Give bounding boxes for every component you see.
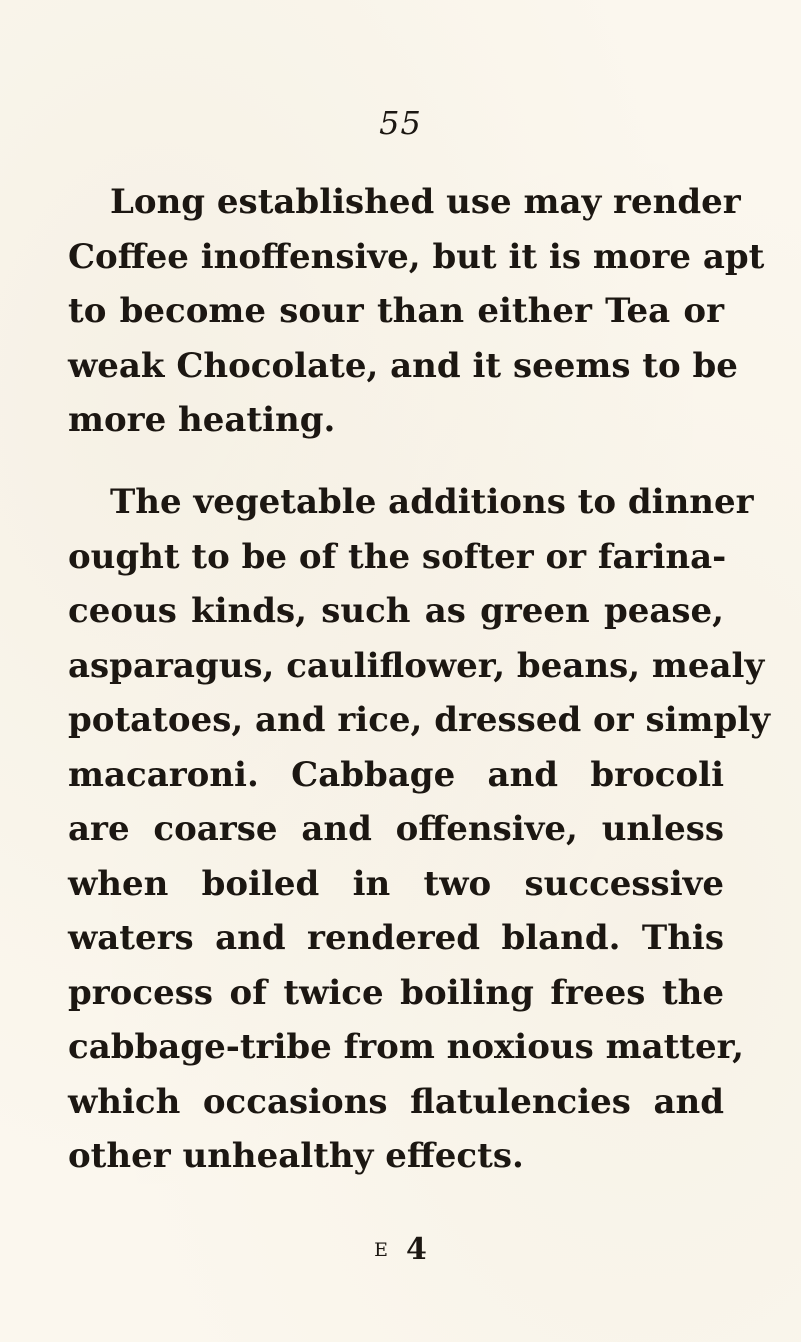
page-number: 55: [379, 104, 422, 142]
text-line: to become sour than either Tea or: [68, 291, 724, 331]
text-line: Long established use may render: [110, 182, 741, 222]
text-line: when boiled in two successive: [68, 863, 724, 904]
text-line: ceous kinds, such as green pease,: [68, 591, 724, 631]
text-line: ought to be of the softer or farina-: [68, 536, 727, 577]
text-line: are coarse and offensive, unless: [68, 809, 724, 849]
text-line: The vegetable additions to dinner: [110, 482, 754, 522]
signature-letter: E: [374, 1239, 390, 1261]
text-line: weak Chocolate, and it seems to be: [68, 345, 738, 386]
signature-mark: [0, 1232, 801, 1267]
paragraph-coffee: [68, 175, 765, 448]
paragraph-vegetables: [68, 475, 770, 1184]
text-line: potatoes, and rice, dressed or simply: [68, 700, 770, 740]
text-line: cabbage-tribe from noxious matter,: [68, 1027, 744, 1067]
text-line: more heating.: [68, 400, 336, 440]
text-line: waters and rendered bland. This: [68, 918, 724, 958]
text-line: process of twice boiling frees the: [68, 972, 724, 1013]
text-line: other unhealthy effects.: [68, 1136, 524, 1176]
signature-number: 4: [406, 1232, 427, 1267]
text-line: Coffee inoffensive, but it is more apt: [68, 236, 765, 277]
text-line: asparagus, cauliflower, beans, mealy: [68, 645, 765, 686]
text-line: which occasions flatulencies and: [68, 1081, 724, 1122]
text-line: macaroni. Cabbage and brocoli: [68, 754, 724, 795]
